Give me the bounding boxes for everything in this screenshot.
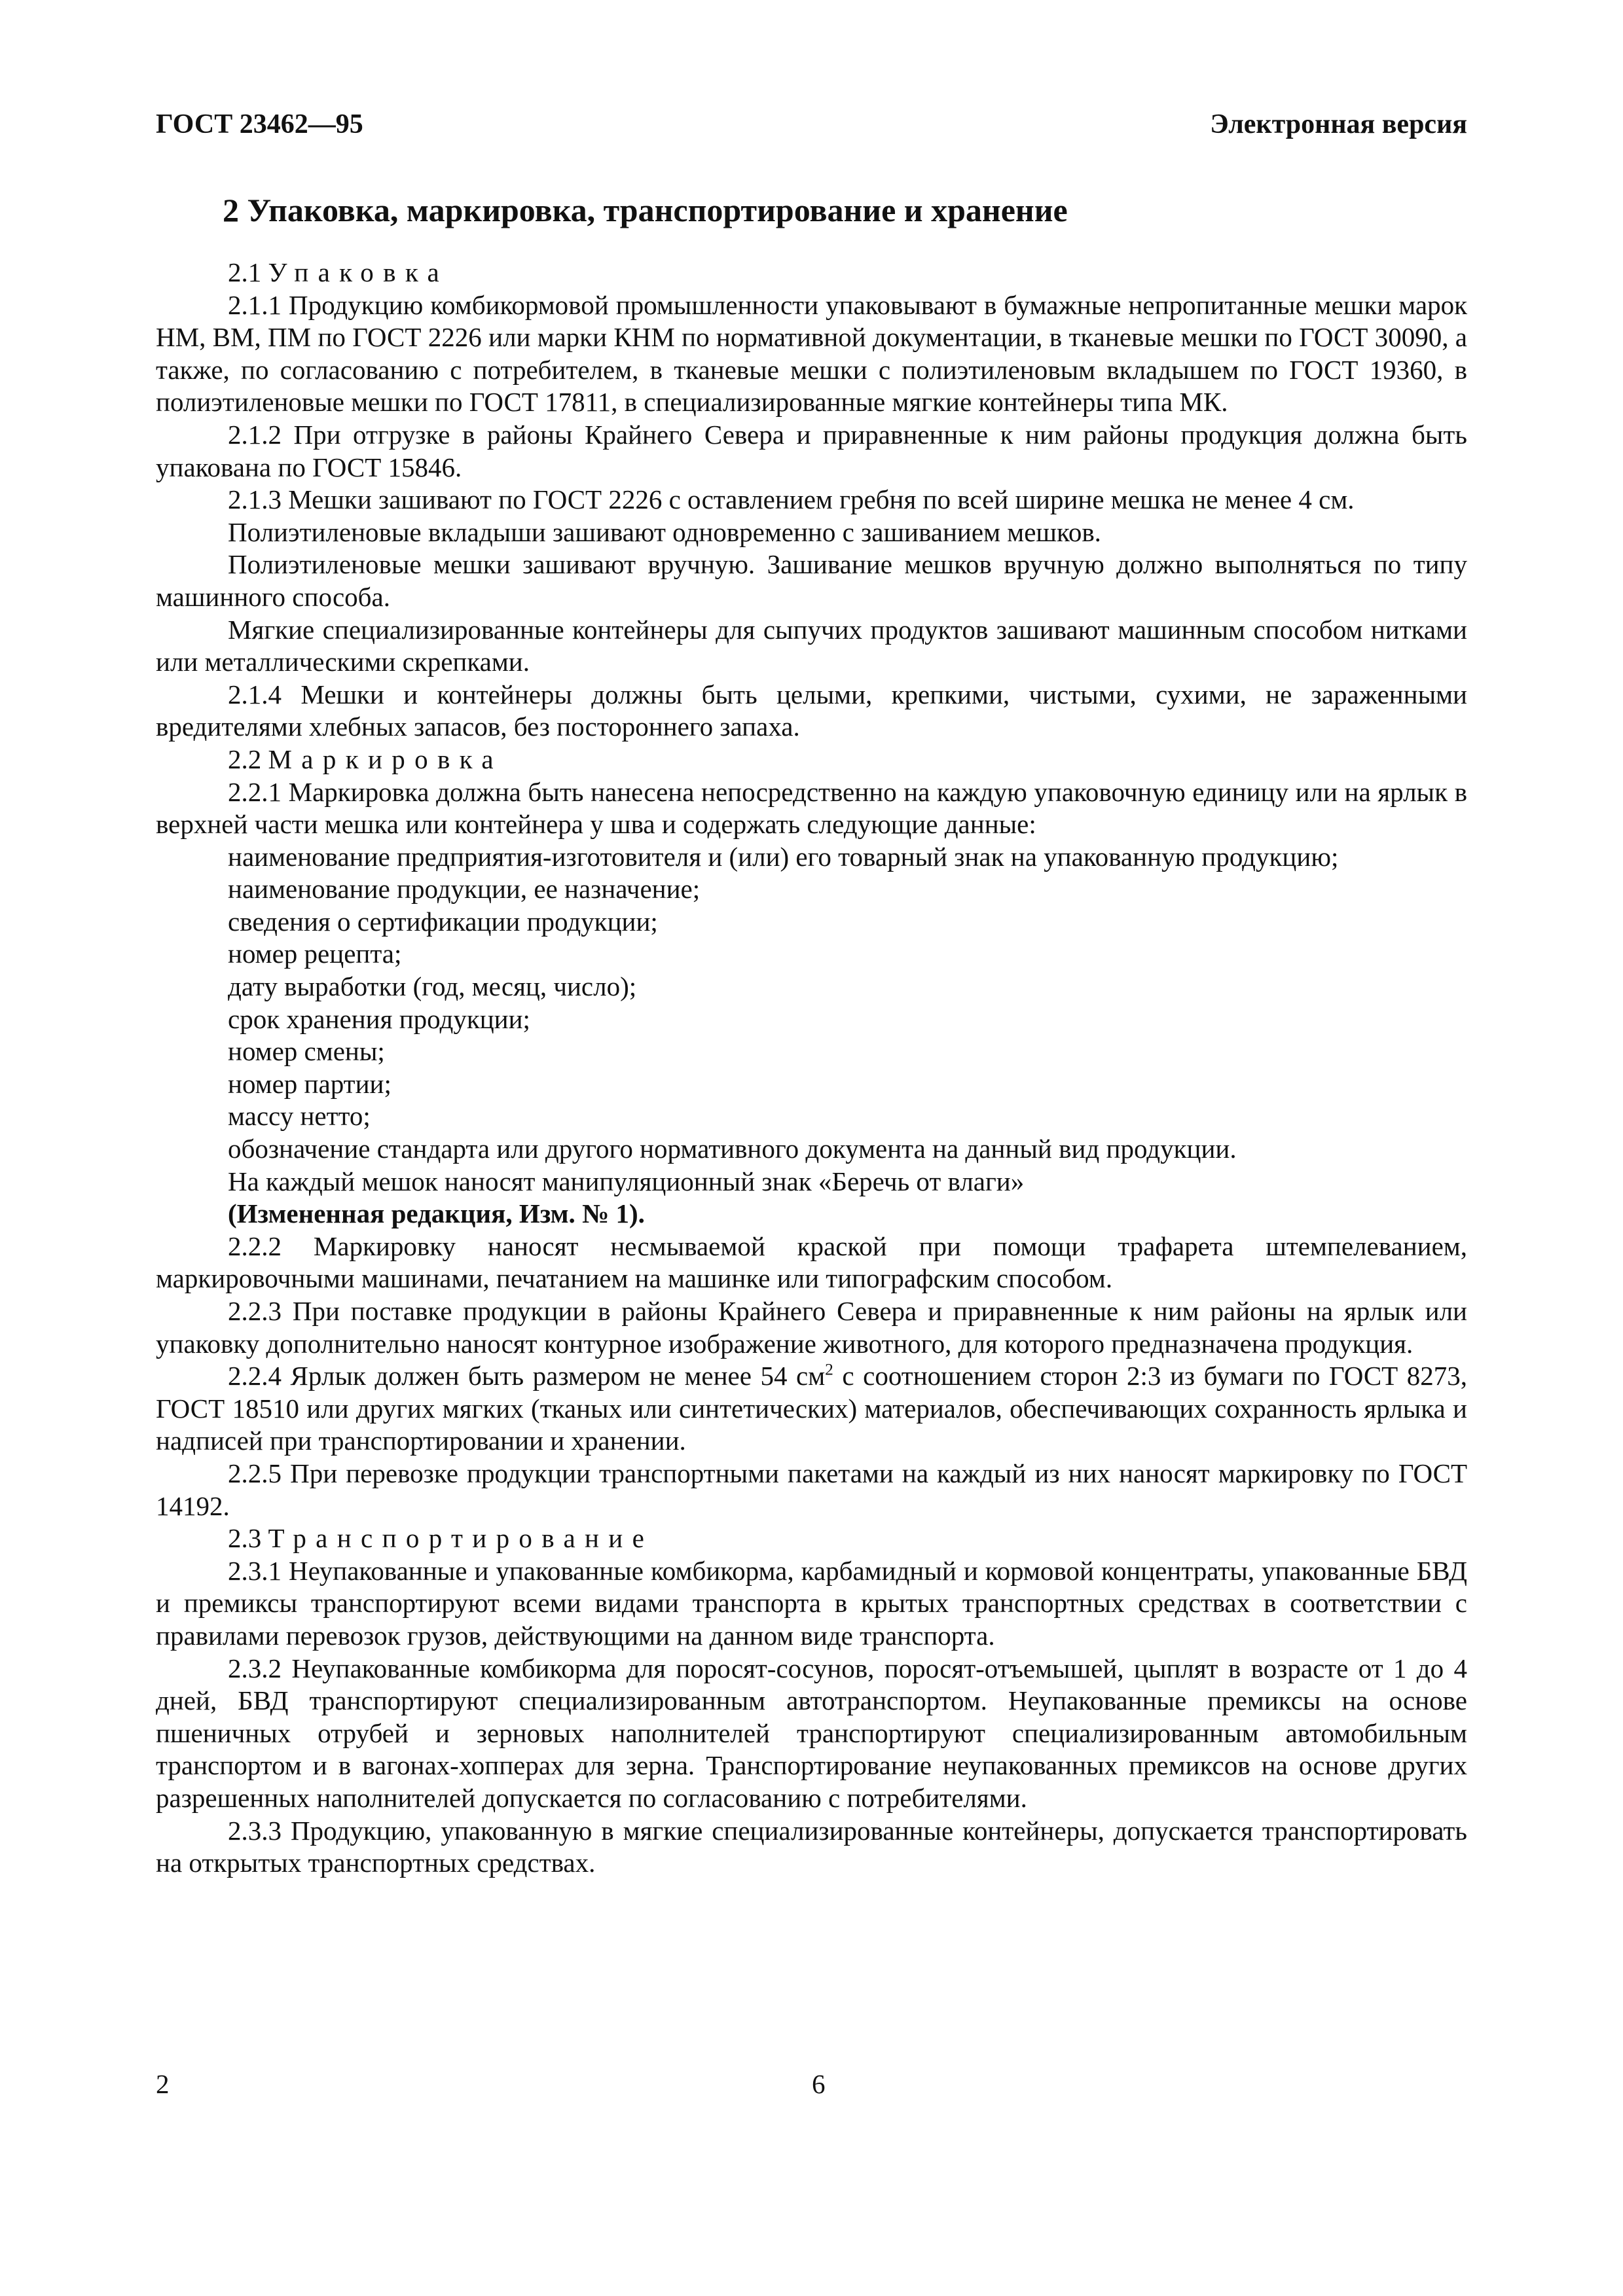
standard-designation: ГОСТ 23462—95	[156, 109, 363, 139]
page-header	[156, 109, 1467, 154]
list-item: сведения о сертификации продукции;	[228, 906, 658, 937]
list-item: обозначение стандарта или другого нормативного документа на данный вид продукции.	[228, 1134, 1237, 1164]
clause: 2.1.4 Мешки и контейнеры должны быть целыми, крепкими, чистыми, сухими, не зараженными вредителями хлебных запасов, без постороннего запаха.	[156, 679, 1468, 742]
clause-heading: 2.1 Упаковка	[228, 257, 449, 287]
list-item: наименование предприятия-изготовителя и (или) его товарный знак на упакованную продукцию;	[228, 841, 1339, 872]
page-number-center: 6	[812, 2069, 826, 2099]
list-item: номер рецепта;	[228, 939, 402, 969]
clause: 2.2.4 Ярлык должен быть размером не менее 54 $см^2$ с соотношением сторон 2:3 из бумаги по ГОСТ 8273, ГОСТ 18510 или других мягких (тканых или синтетических) материалов, обеспечивающих сохранность ярлыка и надписей при транспортировании и хранении.	[156, 1360, 1467, 1456]
paragraph: На каждый мешок наносят манипуляционный знак «Беречь от влаги»	[228, 1166, 1025, 1196]
list-item: дату выработки (год, месяц, число);	[228, 971, 637, 1002]
clause: 2.2.5 При перевозке продукции транспортными пакетами на каждый из них наносят маркировку по ГОСТ 14192.	[156, 1458, 1468, 1521]
amendment-note: (Измененная редакция, Изм. № 1).	[228, 1198, 645, 1229]
list-item: наименование продукции, ее назначение;	[228, 874, 701, 905]
clause: 2.3.3 Продукцию, упакованную в мягкие специализированные контейнеры, допускается транспортировать на открытых транспортных средствах.	[156, 1815, 1467, 1878]
list-item: срок хранения продукции;	[228, 1003, 530, 1034]
clause: 2.2.2 Маркировку наносят несмываемой краской при помощи трафарета штемпелеванием, маркировочными машинами, печатанием на машинке или типографским способом.	[156, 1230, 1467, 1294]
page-number-left: 2	[156, 2069, 170, 2099]
paragraph: Мягкие специализированные контейнеры для сыпучих продуктов зашивают машинным способом нитками или металлическими скрепками.	[156, 614, 1467, 677]
list-item: массу нетто;	[228, 1101, 371, 1132]
clause-heading: 2.3 Транспортирование	[228, 1523, 654, 1554]
clause: 2.3.1 Неупакованные и упакованные комбикорма, карбамидный и кормовой концентраты, упакованные БВД и премиксы транспортируют всеми видами транспорта в крытых транспортных средствах в соответствии с правилами перевозок грузов, действующими на данном виде транспорта.	[156, 1555, 1467, 1651]
section-title: 2 Упаковка, маркировка, транспортирование и хранение	[223, 192, 1068, 228]
list-item: номер смены;	[228, 1036, 385, 1067]
clause: 2.1.1 Продукцию комбикормовой промышленности упаковывают в бумажные непропитанные мешки марок НМ, ВМ, ПМ по ГОСТ 2226 или марки КНМ по нормативной документации, в тканевые мешки по ГОСТ 30090, а также, по согласованию с потребителем, в тканевые мешки с полиэтиленовым вкладышем по ГОСТ 19360, в полиэтиленовые мешки по ГОСТ 17811, в специализированные мягкие контейнеры типа МК.	[156, 289, 1467, 418]
list-item: номер партии;	[228, 1068, 392, 1099]
clause: 2.2.3 При поставке продукции в районы Крайнего Севера и приравненные к ним районы на ярлык или упаковку дополнительно наносят контурное изображение животного, для которого предназначена продукция.	[156, 1296, 1467, 1359]
clause-heading: 2.2 Маркировка	[228, 744, 503, 774]
clause: 2.3.2 Неупакованные комбикорма для поросят-сосунов, поросят-отъемышей, цыплят в возрасте от 1 до 4 дней, БВД транспортируют специализированным автотранспортом. Неупакованные премиксы на основе пшеничных отрубей и зерновых наполнителей транспортируют специализированным автомобильным транспортом и в вагонах-хопперах для зерна. Транспортирование неупакованных премиксов на основе других разрешенных наполнителей допускается по согласованию с потребителями.	[156, 1653, 1468, 1813]
clause: 2.2.1 Маркировка должна быть нанесена непосредственно на каждую упаковочную единицу или на ярлык в верхней части мешка или контейнера у шва и содержать следующие данные:	[156, 776, 1467, 840]
paragraph: Полиэтиленовые мешки зашивают вручную. Зашивание мешков вручную должно выполняться по типу машинного способа.	[156, 549, 1467, 612]
paragraph: Полиэтиленовые вкладыши зашивают одновременно с зашиванием мешков.	[228, 516, 1101, 547]
clause: 2.1.2 При отгрузке в районы Крайнего Севера и приравненные к ним районы продукция должна быть упакована по ГОСТ 15846.	[156, 419, 1467, 482]
version-label: Электронная версия	[1210, 109, 1467, 139]
clause: 2.1.3 Мешки зашивают по ГОСТ 2226 с оставлением гребня по всей ширине мешка не менее 4 см.	[228, 484, 1355, 515]
document-body	[156, 257, 1467, 1880]
